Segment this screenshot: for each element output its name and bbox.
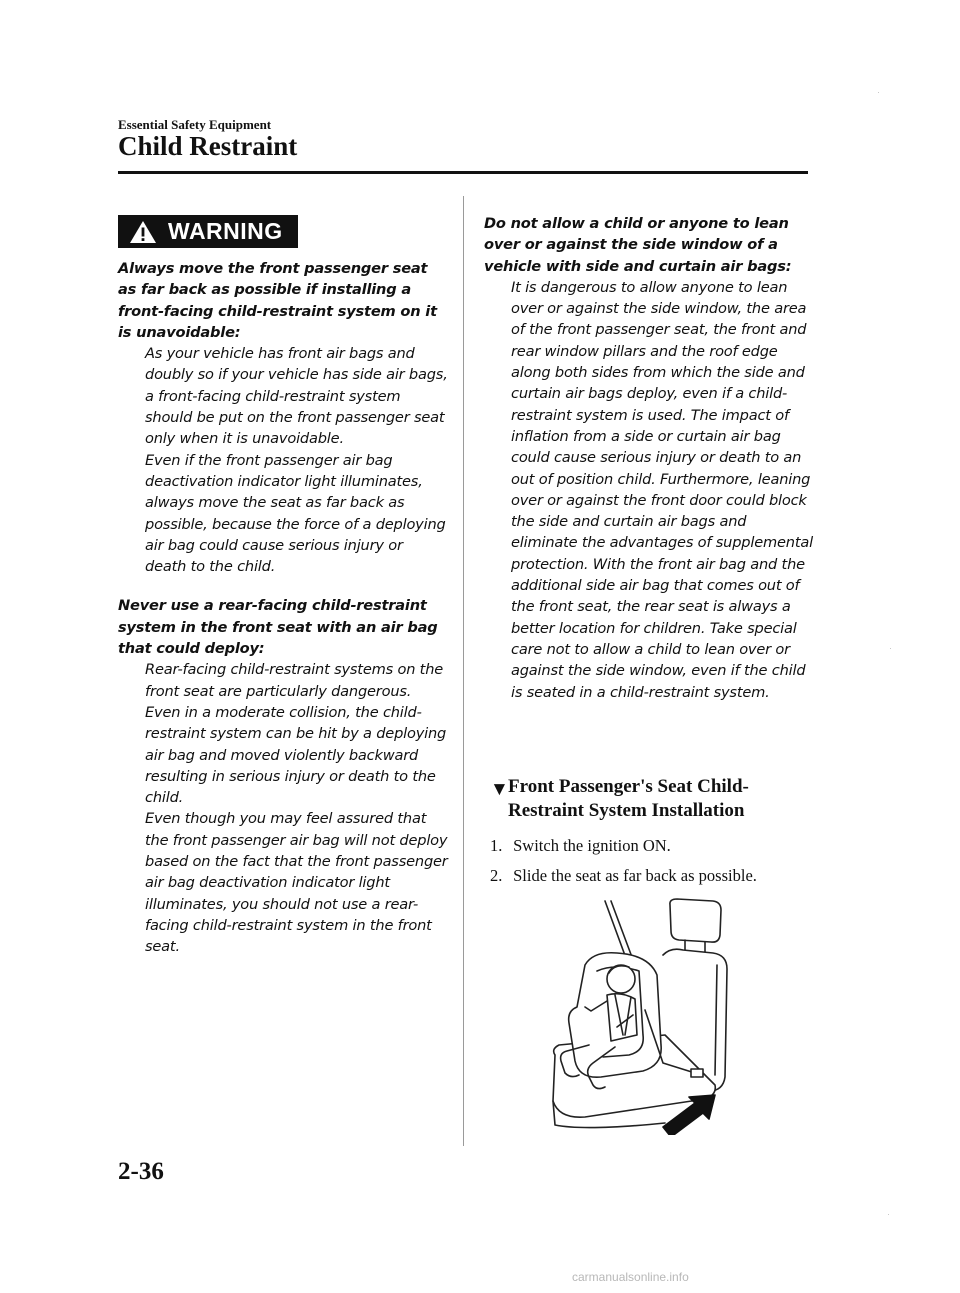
watermark: carmanualsonline.info (572, 1270, 689, 1284)
warning-block-rear-facing (118, 595, 448, 957)
right-column (484, 213, 814, 703)
procedure-step (490, 836, 810, 856)
triangle-marker-icon: ▼ (490, 779, 509, 800)
warning-block-front-facing (118, 258, 448, 577)
warning-label: WARNING (168, 218, 283, 244)
warning-body: Rear-facing child-restraint systems on the front seat are particularly dangerous. (145, 661, 444, 700)
warning-lead: Never use a rear-facing child-restraint system in the front seat with an air bag that could deploy: (118, 597, 438, 658)
procedure-heading (490, 775, 810, 823)
step-text: Slide the seat as far back as possible. (513, 866, 757, 885)
procedure-heading-text: Front Passenger's Seat Child-Restraint System Installation (508, 776, 749, 821)
warning-badge (118, 215, 298, 248)
warning-lead: Do not allow a child or anyone to lean over or against the side window of a vehicle with side and curtain air bags: (484, 215, 792, 275)
warning-body: Even if the front passenger air bag deactivation indicator light illuminates, always move the seat as far back as possible, because the force of a deploying air bag could cause serious injury or death to the child. (145, 451, 446, 576)
step-number: 1. (490, 836, 503, 855)
step-number: 2. (490, 866, 503, 885)
warning-body: It is dangerous to allow anyone to lean over or against the side window, the area of the front passenger seat, the front and rear window pillars and the roof edge along both sides from which the side and curtain air bags deploy, even if a child-restraint system is used. The impact of inflation from a side or curtain air bag could cause serious injury or death to an out of position child. Furthermore, leaning over or against the front door could block the side and curtain air bags and eliminate the advantages of supplemental protection. With the front air bag and the additional side air bag that comes out of the front seat, the rear seat is always a better location for children. Take special care not to allow a child to lean over or against the side window, even if the child is seated in a child-restraint system. (511, 278, 813, 701)
warning-lead: Always move the front passenger seat as far back as possible if installing a front-facing child-restraint system on it is unavoidable: (118, 260, 437, 341)
warning-body: Even though you may feel assured that the front passenger air bag will not deploy based on the fact that the front passenger air bag deactivation indicator light illuminates, you should not use a rear-facing child-restraint system in the front seat. (145, 810, 448, 956)
warning-block-side-window (484, 213, 814, 703)
warning-triangle-icon (129, 220, 157, 248)
column-divider (463, 196, 464, 1146)
procedure-step (490, 866, 810, 886)
child-seat-illustration-icon (545, 895, 735, 1139)
step-text: Switch the ignition ON. (513, 836, 671, 855)
warning-body: Even in a moderate collision, the child-restraint system can be hit by a deploying air bag and moved violently backward resulting in serious injury or death to the child. (145, 703, 447, 807)
warning-body: As your vehicle has front air bags and doubly so if your vehicle has side air bags, a front-facing child-restraint system should be put on the front passenger seat only when it is unavoidable. (145, 345, 448, 448)
title-rule (118, 171, 808, 174)
page-title: Child Restraint (118, 131, 298, 161)
page-number: 2-36 (118, 1158, 164, 1185)
section-label: Essential Safety Equipment (118, 117, 272, 132)
left-column (118, 258, 448, 958)
